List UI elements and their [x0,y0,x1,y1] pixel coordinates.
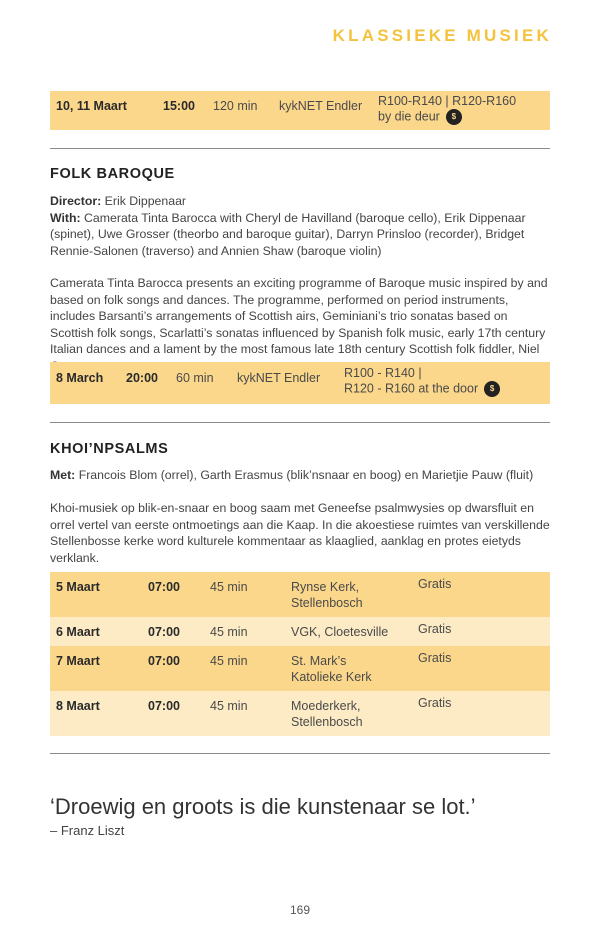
venue-line-2: Katolieke Kerk [291,670,372,684]
quote-author: – Franz Liszt [50,823,125,838]
page-number: 169 [289,903,311,917]
event-description: Khoi-musiek op blik-en-snaar en boog saam met Geneefse psalmwysies op dwarsfluit en orrel vertel van eerste ontmoetings aan die Kaap. In die akoestiese ruimtes van verskillende Stellenbosse kerke word kulturele kommentaar as klaaglied, aanklag en protes eietyds verklank. [50,501,550,565]
schedule-venue [291,698,363,730]
divider [50,422,550,423]
divider [50,753,550,754]
event-time: 20:00 [126,371,158,385]
event-price [378,94,516,125]
event-venue: kykNET Endler [237,371,321,385]
schedule-price: Gratis [418,696,452,710]
price-line-1: R100-R140 | R120-R160 [378,94,517,108]
event-price [344,366,500,397]
price-line-1: R100 - R140 | [344,366,422,380]
schedule-row [50,691,550,736]
event-info-bar [50,91,550,130]
schedule-row [50,617,550,646]
schedule-venue: VGK, Cloetesville [291,625,389,639]
with-label: With: [50,210,81,225]
event-info-bar [50,362,550,404]
event-title: FOLK BAROQUE [50,166,175,182]
with-label: Met: [50,468,76,482]
performers: Francois Blom (orrel), Garth Erasmus (blik’nsnaar en boog) en Marietjie Pauw (fluit) [75,468,534,482]
schedule-date: 7 Maart [56,654,100,668]
schedule-date: 8 Maart [56,699,100,713]
event-date: 10, 11 Maart [56,99,127,113]
event-venue: kykNET Endler [279,99,363,113]
event-duration: 120 min [213,99,258,113]
price-badge-icon: $ [446,109,462,125]
schedule-duration: 45 min [210,699,248,713]
schedule-date: 6 Maart [56,625,100,639]
schedule-time: 07:00 [148,699,180,713]
event-title: KHOI’NPSALMS [50,441,169,457]
price-line-2: R120 - R160 at the door [344,381,479,396]
schedule-price: Gratis [418,651,452,665]
venue-line-2: Stellenbosch [291,715,363,729]
credits [50,193,550,259]
venue-line-1: Rynse Kerk, [291,580,360,594]
schedule-price: Gratis [418,622,452,636]
performers: Camerata Tinta Barocca with Cheryl de Havilland (baroque cello), Erik Dippenaar (spinet), Uwe Grosser (theorbo and baroque guitar), Darryn Prinsloo (recorder), Bridget Rennie-Salonen (traverso) and Annien Shaw (baroque violin) [50,210,526,258]
schedule-duration: 45 min [210,654,248,668]
quote-text: ‘Droewig en groots is die kunstenaar se lot.’ [50,794,476,819]
schedule-venue [291,579,363,611]
schedule-price: Gratis [418,577,452,591]
schedule-duration: 45 min [210,580,248,594]
price-badge-icon: $ [484,381,500,397]
schedule-duration: 45 min [210,625,248,639]
section-header: KLASSIEKE MUSIEK [332,26,552,45]
schedule-venue [291,653,372,685]
price-line-2: by die deur [378,109,440,124]
schedule-row [50,572,550,617]
schedule-date: 5 Maart [56,580,100,594]
venue-line-2: Stellenbosch [291,596,363,610]
divider [50,148,550,149]
schedule-row [50,646,550,691]
credits [50,467,550,484]
event-time: 15:00 [163,99,195,113]
director-name: Erik Dippenaar [101,194,187,208]
event-description: Camerata Tinta Barocca presents an exciting programme of Baroque music inspired by and based on folk songs and dances. The programme, performed on period instruments, includes Barsanti’s arrangements of Scottish airs, Geminiani’s trio sonatas based on Scottish folk songs, Scarlatti’s sonatas influenced by Spanish folk music, early 17th century Italian dances and a lament by the most famous late 18th century Scottish folk fiddler, Niel [50,276,548,357]
schedule-time: 07:00 [148,580,180,594]
event-duration: 60 min [176,371,214,385]
venue-line-1: St. Mark’s [291,654,347,668]
schedule-time: 07:00 [148,625,180,639]
director-label: Director: [50,194,102,208]
venue-line-1: Moederkerk, [291,699,361,713]
event-date: 8 March [56,371,104,385]
schedule-time: 07:00 [148,654,180,668]
